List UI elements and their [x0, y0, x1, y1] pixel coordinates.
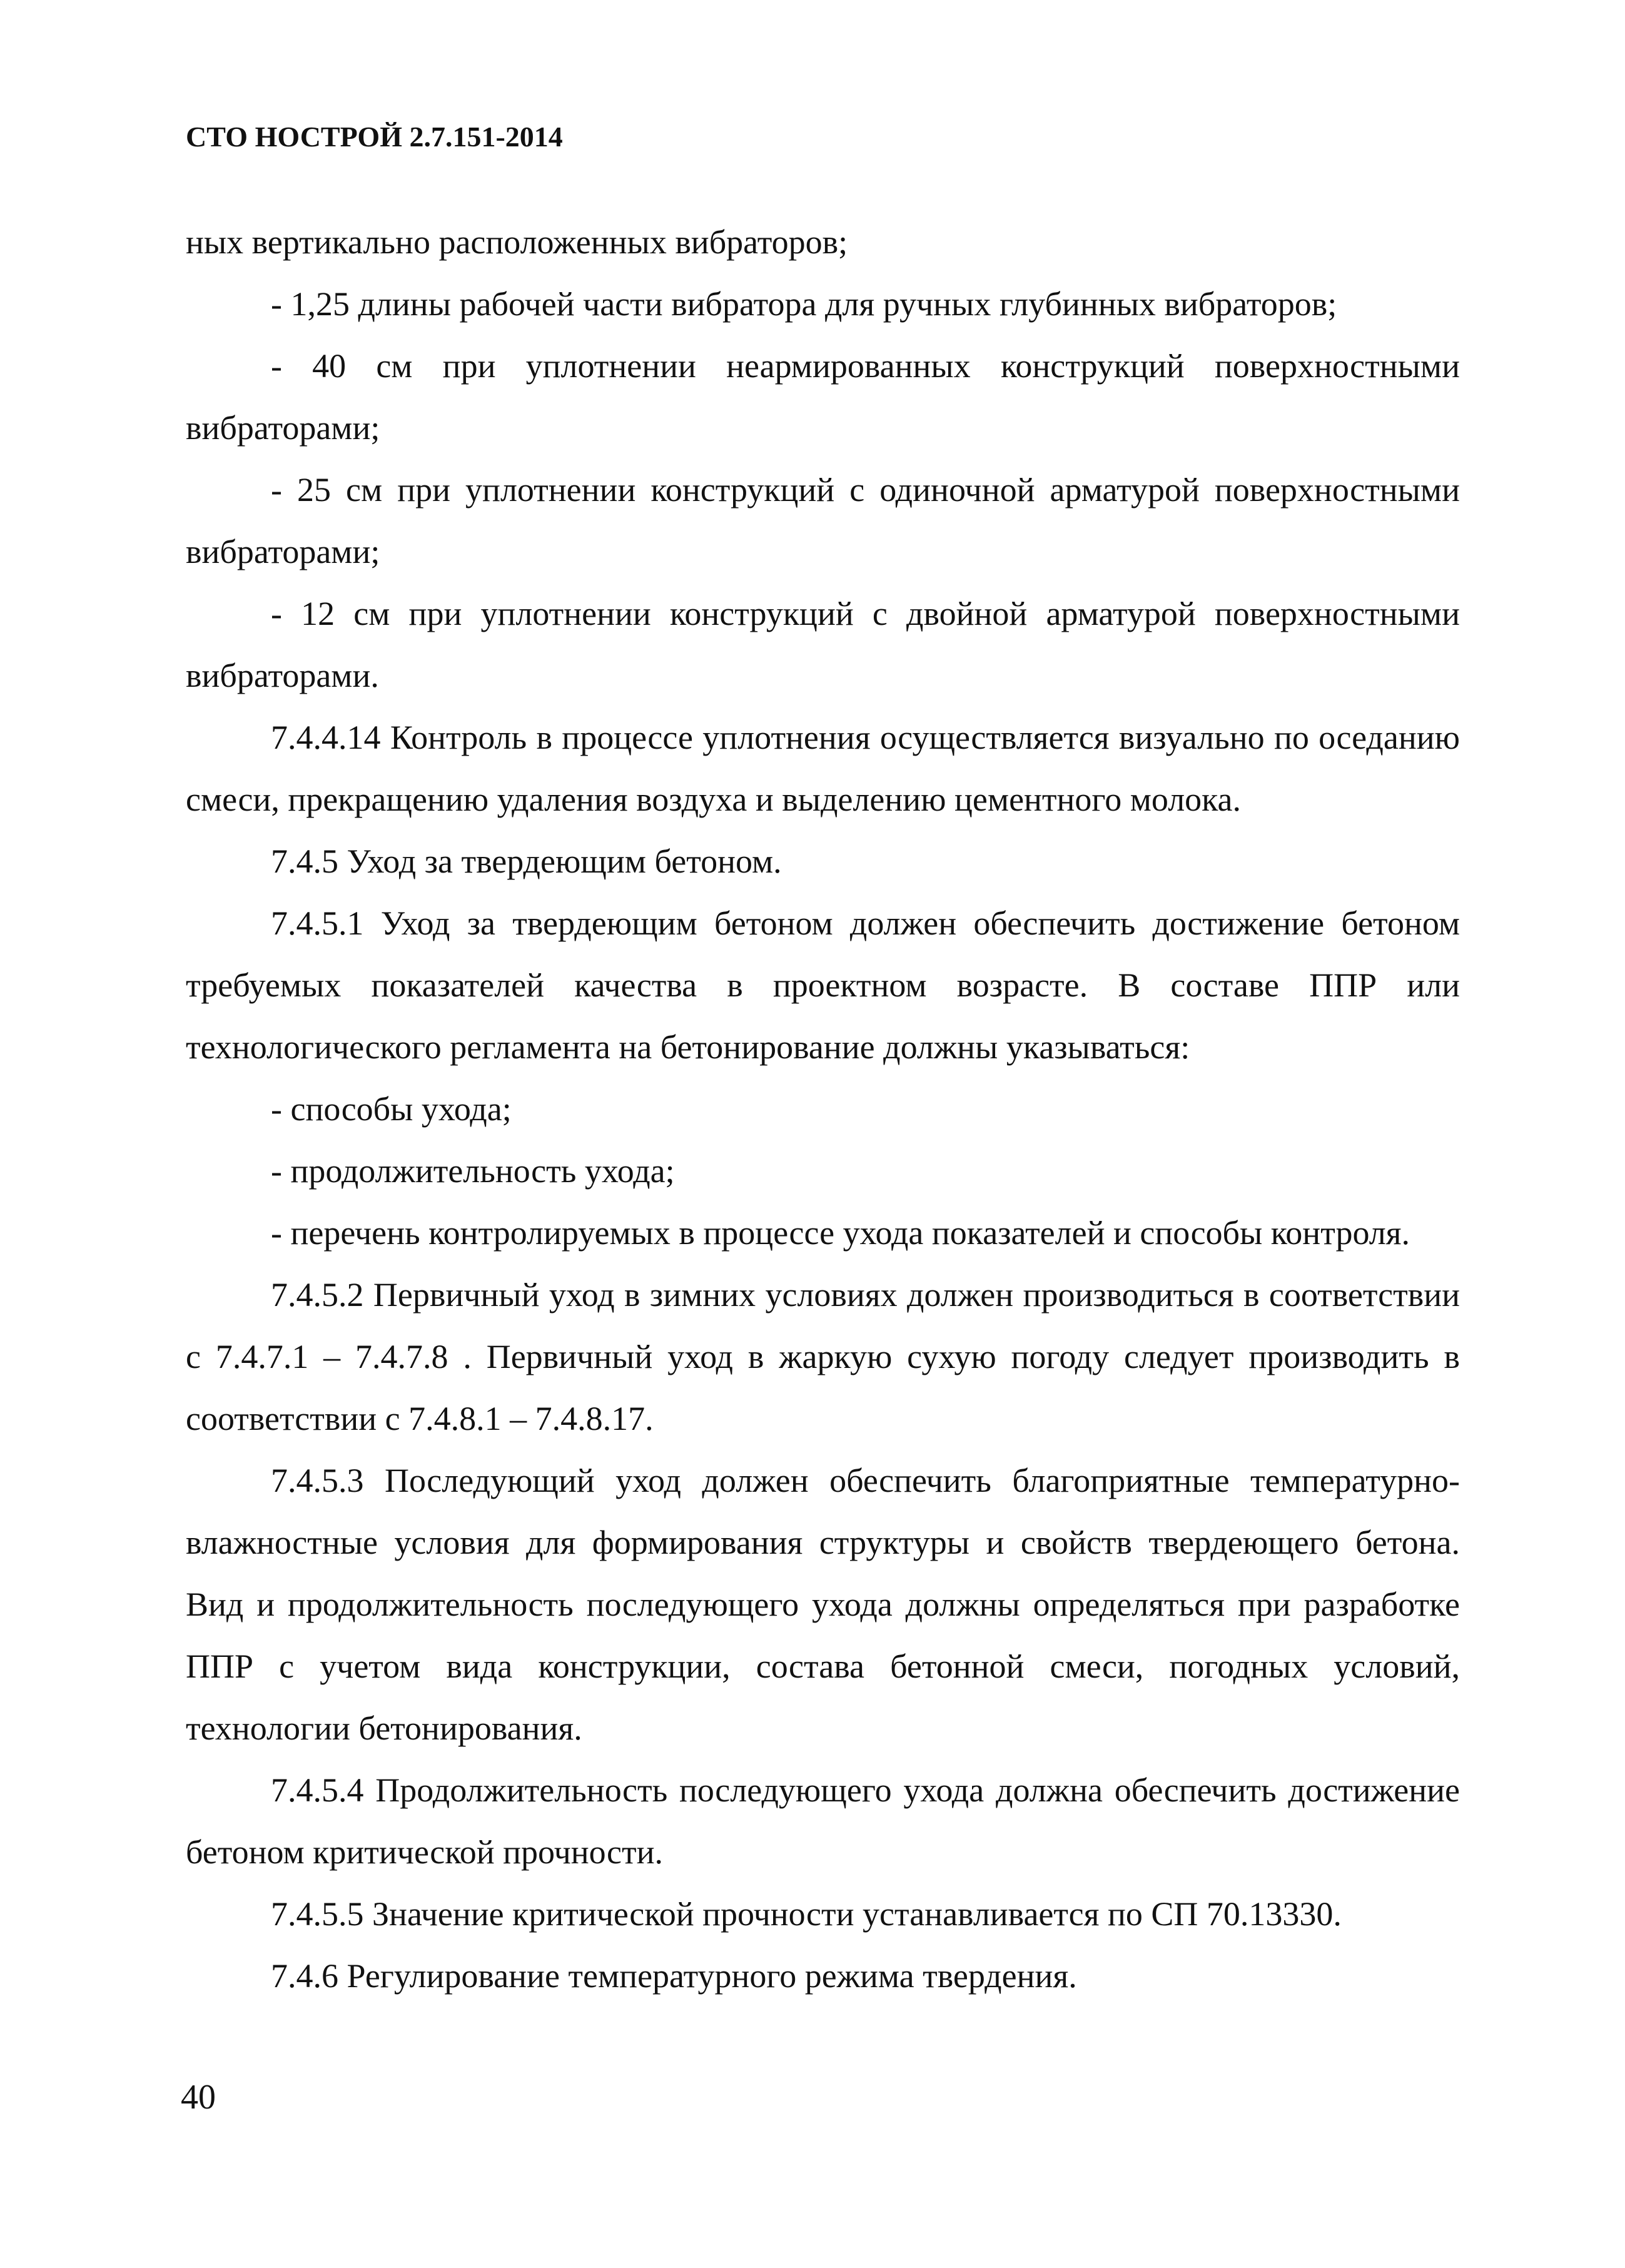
- paragraph: 7.4.5.4 Продолжительность последующего ухода должна обеспечить достижение бетоном критической прочности.: [186, 1771, 1460, 1871]
- section-heading: 7.4.6 Регулирование температурного режима твердения.: [271, 1957, 1077, 1995]
- paragraph: 7.4.5.1 Уход за твердеющим бетоном должен обеспечить достижение бетоном требуемых показателей качества в проектном возрасте. В составе ППР или технологического регламента на бетонирование должны указываться:: [186, 904, 1460, 1066]
- paragraph: 7.4.5.5 Значение критической прочности устанавливается по СП 70.13330.: [271, 1895, 1342, 1933]
- list-item: - способы ухода;: [271, 1090, 512, 1128]
- list-item: - перечень контролируемых в процессе ухода показателей и способы контроля.: [271, 1214, 1410, 1252]
- list-item: - 1,25 длины рабочей части вибратора для ручных глубинных вибраторов;: [271, 285, 1337, 323]
- paragraph: 7.4.5.3 Последующий уход должен обеспечить благоприятные температурно-влажностные условия для формирования структуры и свойств твердеющего бетона. Вид и продолжительность последующего ухода должны определяться при разработке ППР с учетом вида конструкции, состава бетонной смеси, погодных условий, технологии бетонирования.: [186, 1462, 1460, 1747]
- paragraph: 7.4.5.2 Первичный уход в зимних условиях должен производиться в соответствии с 7.4.7.1 – 7.4.7.8 . Первичный уход в жаркую сухую погоду следует производить в соответствии с 7.4.8.1 – 7.4.8.17.: [186, 1276, 1460, 1437]
- document-body: [186, 211, 1460, 2007]
- page-number: 40: [181, 2078, 216, 2117]
- list-item: - продолжительность ухода;: [271, 1152, 675, 1190]
- paragraph: 7.4.4.14 Контроль в процессе уплотнения осуществляется визуально по оседанию смеси, прекращению удаления воздуха и выделению цементного молока.: [186, 719, 1460, 818]
- list-item: - 12 см при уплотнении конструкций с двойной арматурой поверхностными вибраторами.: [186, 595, 1460, 694]
- list-item: - 40 см при уплотнении неармированных конструкций поверхностными вибраторами;: [186, 347, 1460, 447]
- paragraph-continuation: ных вертикально расположенных вибраторов;: [186, 223, 848, 261]
- document-header: СТО НОСТРОЙ 2.7.151-2014: [186, 121, 563, 153]
- list-item: - 25 см при уплотнении конструкций с одиночной арматурой поверхностными вибраторами;: [186, 471, 1460, 570]
- section-heading: 7.4.5 Уход за твердеющим бетоном.: [271, 843, 782, 880]
